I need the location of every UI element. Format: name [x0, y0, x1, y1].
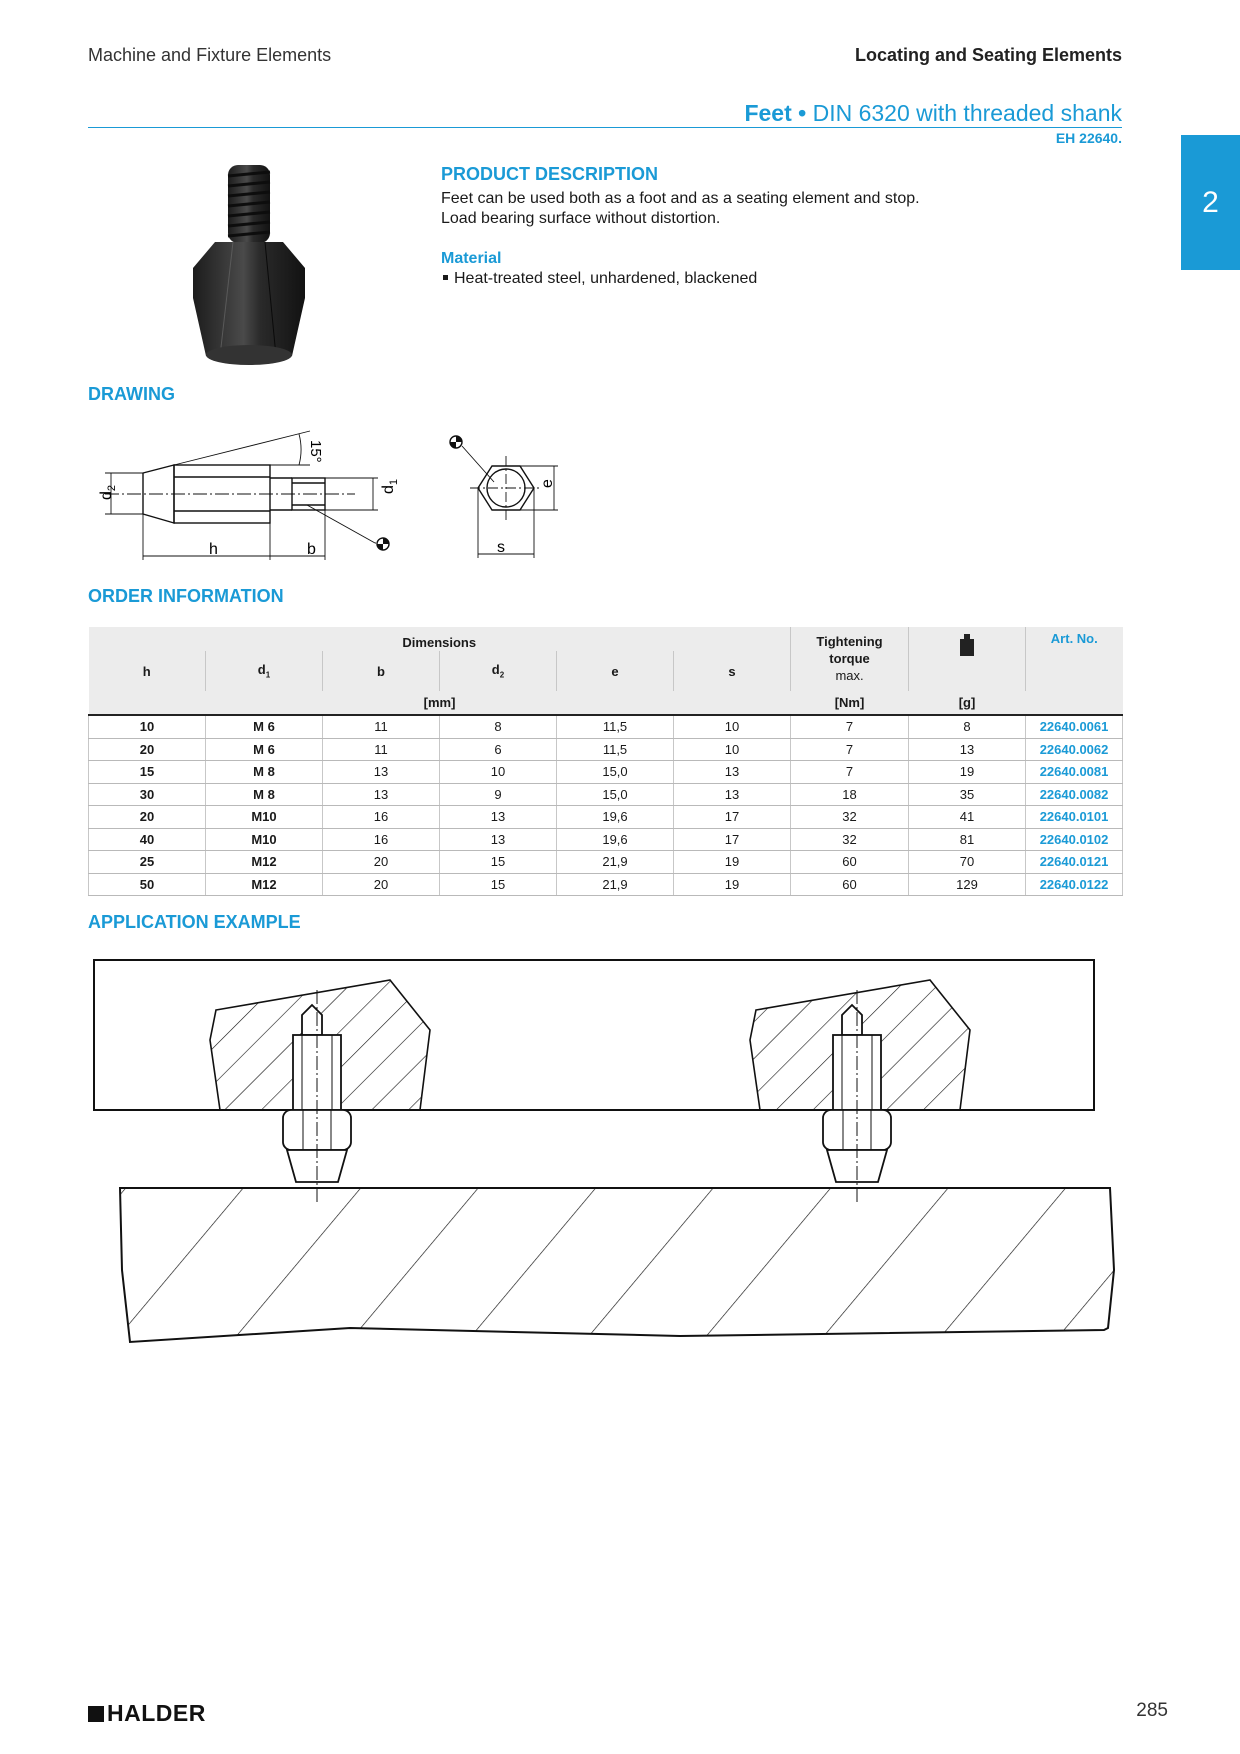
product-description-heading: PRODUCT DESCRIPTION: [441, 164, 659, 184]
weight-icon: [959, 633, 975, 657]
page-title: [744, 100, 1122, 127]
table-cell: 50: [89, 873, 206, 896]
table-cell: 11: [323, 715, 440, 738]
table-row: [89, 851, 1123, 874]
halder-logo: [88, 1700, 206, 1727]
table-cell[interactable]: 22640.0121: [1026, 851, 1123, 874]
table-cell: 15: [89, 761, 206, 784]
dim-s-label: s: [497, 539, 505, 556]
product-description-text: [441, 189, 1041, 229]
table-cell: 13: [674, 783, 791, 806]
torque-header: [791, 627, 909, 691]
logo-text: HALDER: [107, 1700, 206, 1726]
table-cell: 32: [791, 828, 909, 851]
table-cell: 21,9: [557, 873, 674, 896]
table-cell: 15,0: [557, 783, 674, 806]
table-cell: 13: [323, 783, 440, 806]
drawing-heading: DRAWING: [88, 384, 175, 404]
order-information-heading: ORDER INFORMATION: [88, 586, 284, 606]
table-cell: 15: [440, 873, 557, 896]
art-no-header: Art. No.: [1026, 627, 1123, 691]
logo-mark-icon: [88, 1706, 104, 1722]
table-cell: M10: [206, 828, 323, 851]
description-line-2: Load bearing surface without distortion.: [441, 210, 721, 227]
dim-e-label: e: [539, 479, 556, 488]
torque-line-3: max.: [835, 668, 864, 683]
g-unit-header: [g]: [909, 691, 1026, 715]
end-view-drawing: [440, 428, 570, 563]
description-line-1: Feet can be used both as a foot and as a seating element and stop.: [441, 190, 920, 207]
table-cell[interactable]: 22640.0061: [1026, 715, 1123, 738]
table-cell: 13: [323, 761, 440, 784]
table-cell[interactable]: 22640.0062: [1026, 738, 1123, 761]
table-cell: 32: [791, 806, 909, 829]
table-cell: M 8: [206, 783, 323, 806]
dim-d1-label: $d_1$: [380, 478, 400, 494]
table-cell: 19,6: [557, 806, 674, 829]
table-cell: 8: [440, 715, 557, 738]
table-cell: 10: [89, 715, 206, 738]
table-cell: 8: [909, 715, 1026, 738]
application-example-drawing: [90, 950, 1130, 1350]
page-number: 285: [1136, 1700, 1168, 1721]
table-cell: 19: [674, 873, 791, 896]
torque-line-1: Tightening: [816, 634, 883, 649]
table-cell: 15,0: [557, 761, 674, 784]
table-cell: 10: [674, 715, 791, 738]
table-cell: 7: [791, 715, 909, 738]
table-cell[interactable]: 22640.0081: [1026, 761, 1123, 784]
table-cell: 10: [674, 738, 791, 761]
nm-unit-header: [Nm]: [791, 691, 909, 715]
col-e-header: e: [557, 651, 674, 691]
product-photo: [180, 160, 330, 370]
table-row: [89, 761, 1123, 784]
material-heading: Material: [441, 250, 502, 267]
table-cell: 40: [89, 828, 206, 851]
mm-unit-header: [mm]: [89, 691, 791, 715]
table-cell: M12: [206, 851, 323, 874]
table-cell: M 6: [206, 738, 323, 761]
side-view-drawing: [85, 420, 405, 560]
table-row: [89, 738, 1123, 761]
table-row: [89, 806, 1123, 829]
col-s-header: s: [674, 651, 791, 691]
running-header-left: Machine and Fixture Elements: [88, 45, 332, 65]
table-cell: 60: [791, 851, 909, 874]
table-cell: 70: [909, 851, 1026, 874]
table-cell: 10: [440, 761, 557, 784]
table-cell: 17: [674, 828, 791, 851]
table-cell: 20: [323, 873, 440, 896]
art-no-unit-cell: [1026, 691, 1123, 715]
table-row: [89, 715, 1123, 738]
dim-b-label: b: [307, 541, 316, 558]
dim-angle-label: 15°: [307, 440, 324, 463]
table-cell[interactable]: 22640.0122: [1026, 873, 1123, 896]
table-cell: 19: [909, 761, 1026, 784]
dim-d2-label: $d_2$: [98, 484, 118, 500]
table-cell: 7: [791, 761, 909, 784]
table-cell: 17: [674, 806, 791, 829]
table-cell: 11,5: [557, 715, 674, 738]
surface-finish-icon: [450, 436, 462, 448]
table-cell: 18: [791, 783, 909, 806]
table-cell: 129: [909, 873, 1026, 896]
table-cell: M 6: [206, 715, 323, 738]
table-cell: 13: [674, 761, 791, 784]
product-code: EH 22640.: [1055, 130, 1122, 146]
table-cell: 9: [440, 783, 557, 806]
table-cell: M10: [206, 806, 323, 829]
chapter-tab: 2: [1181, 135, 1240, 270]
col-d1-header: $d_1$: [206, 651, 323, 691]
table-cell: 19,6: [557, 828, 674, 851]
title-rule: [88, 127, 1122, 128]
table-cell: 16: [323, 806, 440, 829]
order-table-body: [89, 715, 1123, 896]
material-text: Heat-treated steel, unhardened, blackened: [454, 270, 758, 287]
table-cell: 7: [791, 738, 909, 761]
table-cell: 13: [440, 806, 557, 829]
table-cell: M 8: [206, 761, 323, 784]
table-cell[interactable]: 22640.0101: [1026, 806, 1123, 829]
title-rest: DIN 6320 with threaded shank: [812, 100, 1122, 126]
table-row: [89, 828, 1123, 851]
surface-finish-icon: [377, 538, 389, 550]
table-row: [89, 873, 1123, 896]
table-cell: 35: [909, 783, 1026, 806]
table-cell: 6: [440, 738, 557, 761]
material-item: [441, 270, 757, 288]
table-cell: 21,9: [557, 851, 674, 874]
col-h-header: h: [89, 651, 206, 691]
table-cell: 19: [674, 851, 791, 874]
table-cell: 60: [791, 873, 909, 896]
table-cell: 11,5: [557, 738, 674, 761]
dimensions-header: Dimensions: [89, 627, 791, 651]
running-header-right: Locating and Seating Elements: [854, 45, 1122, 65]
col-b-header: b: [323, 651, 440, 691]
application-example-heading: APPLICATION EXAMPLE: [88, 912, 301, 932]
table-cell: 20: [89, 738, 206, 761]
table-cell: 81: [909, 828, 1026, 851]
table-cell: 15: [440, 851, 557, 874]
table-cell: 30: [89, 783, 206, 806]
table-cell: 20: [89, 806, 206, 829]
table-cell: 13: [440, 828, 557, 851]
torque-line-2: torque: [829, 651, 870, 666]
table-cell: 16: [323, 828, 440, 851]
table-cell: 41: [909, 806, 1026, 829]
table-cell: 20: [323, 851, 440, 874]
bullet-icon: [443, 275, 448, 280]
table-cell[interactable]: 22640.0082: [1026, 783, 1123, 806]
table-cell: 25: [89, 851, 206, 874]
table-cell: M12: [206, 873, 323, 896]
table-cell: 11: [323, 738, 440, 761]
table-cell: 13: [909, 738, 1026, 761]
dim-h-label: h: [209, 541, 218, 558]
table-cell[interactable]: 22640.0102: [1026, 828, 1123, 851]
title-bold: Feet •: [744, 100, 807, 126]
order-table: [88, 627, 1123, 896]
table-row: [89, 783, 1123, 806]
weight-header: [909, 627, 1026, 691]
col-d2-header: $d_2$: [440, 651, 557, 691]
